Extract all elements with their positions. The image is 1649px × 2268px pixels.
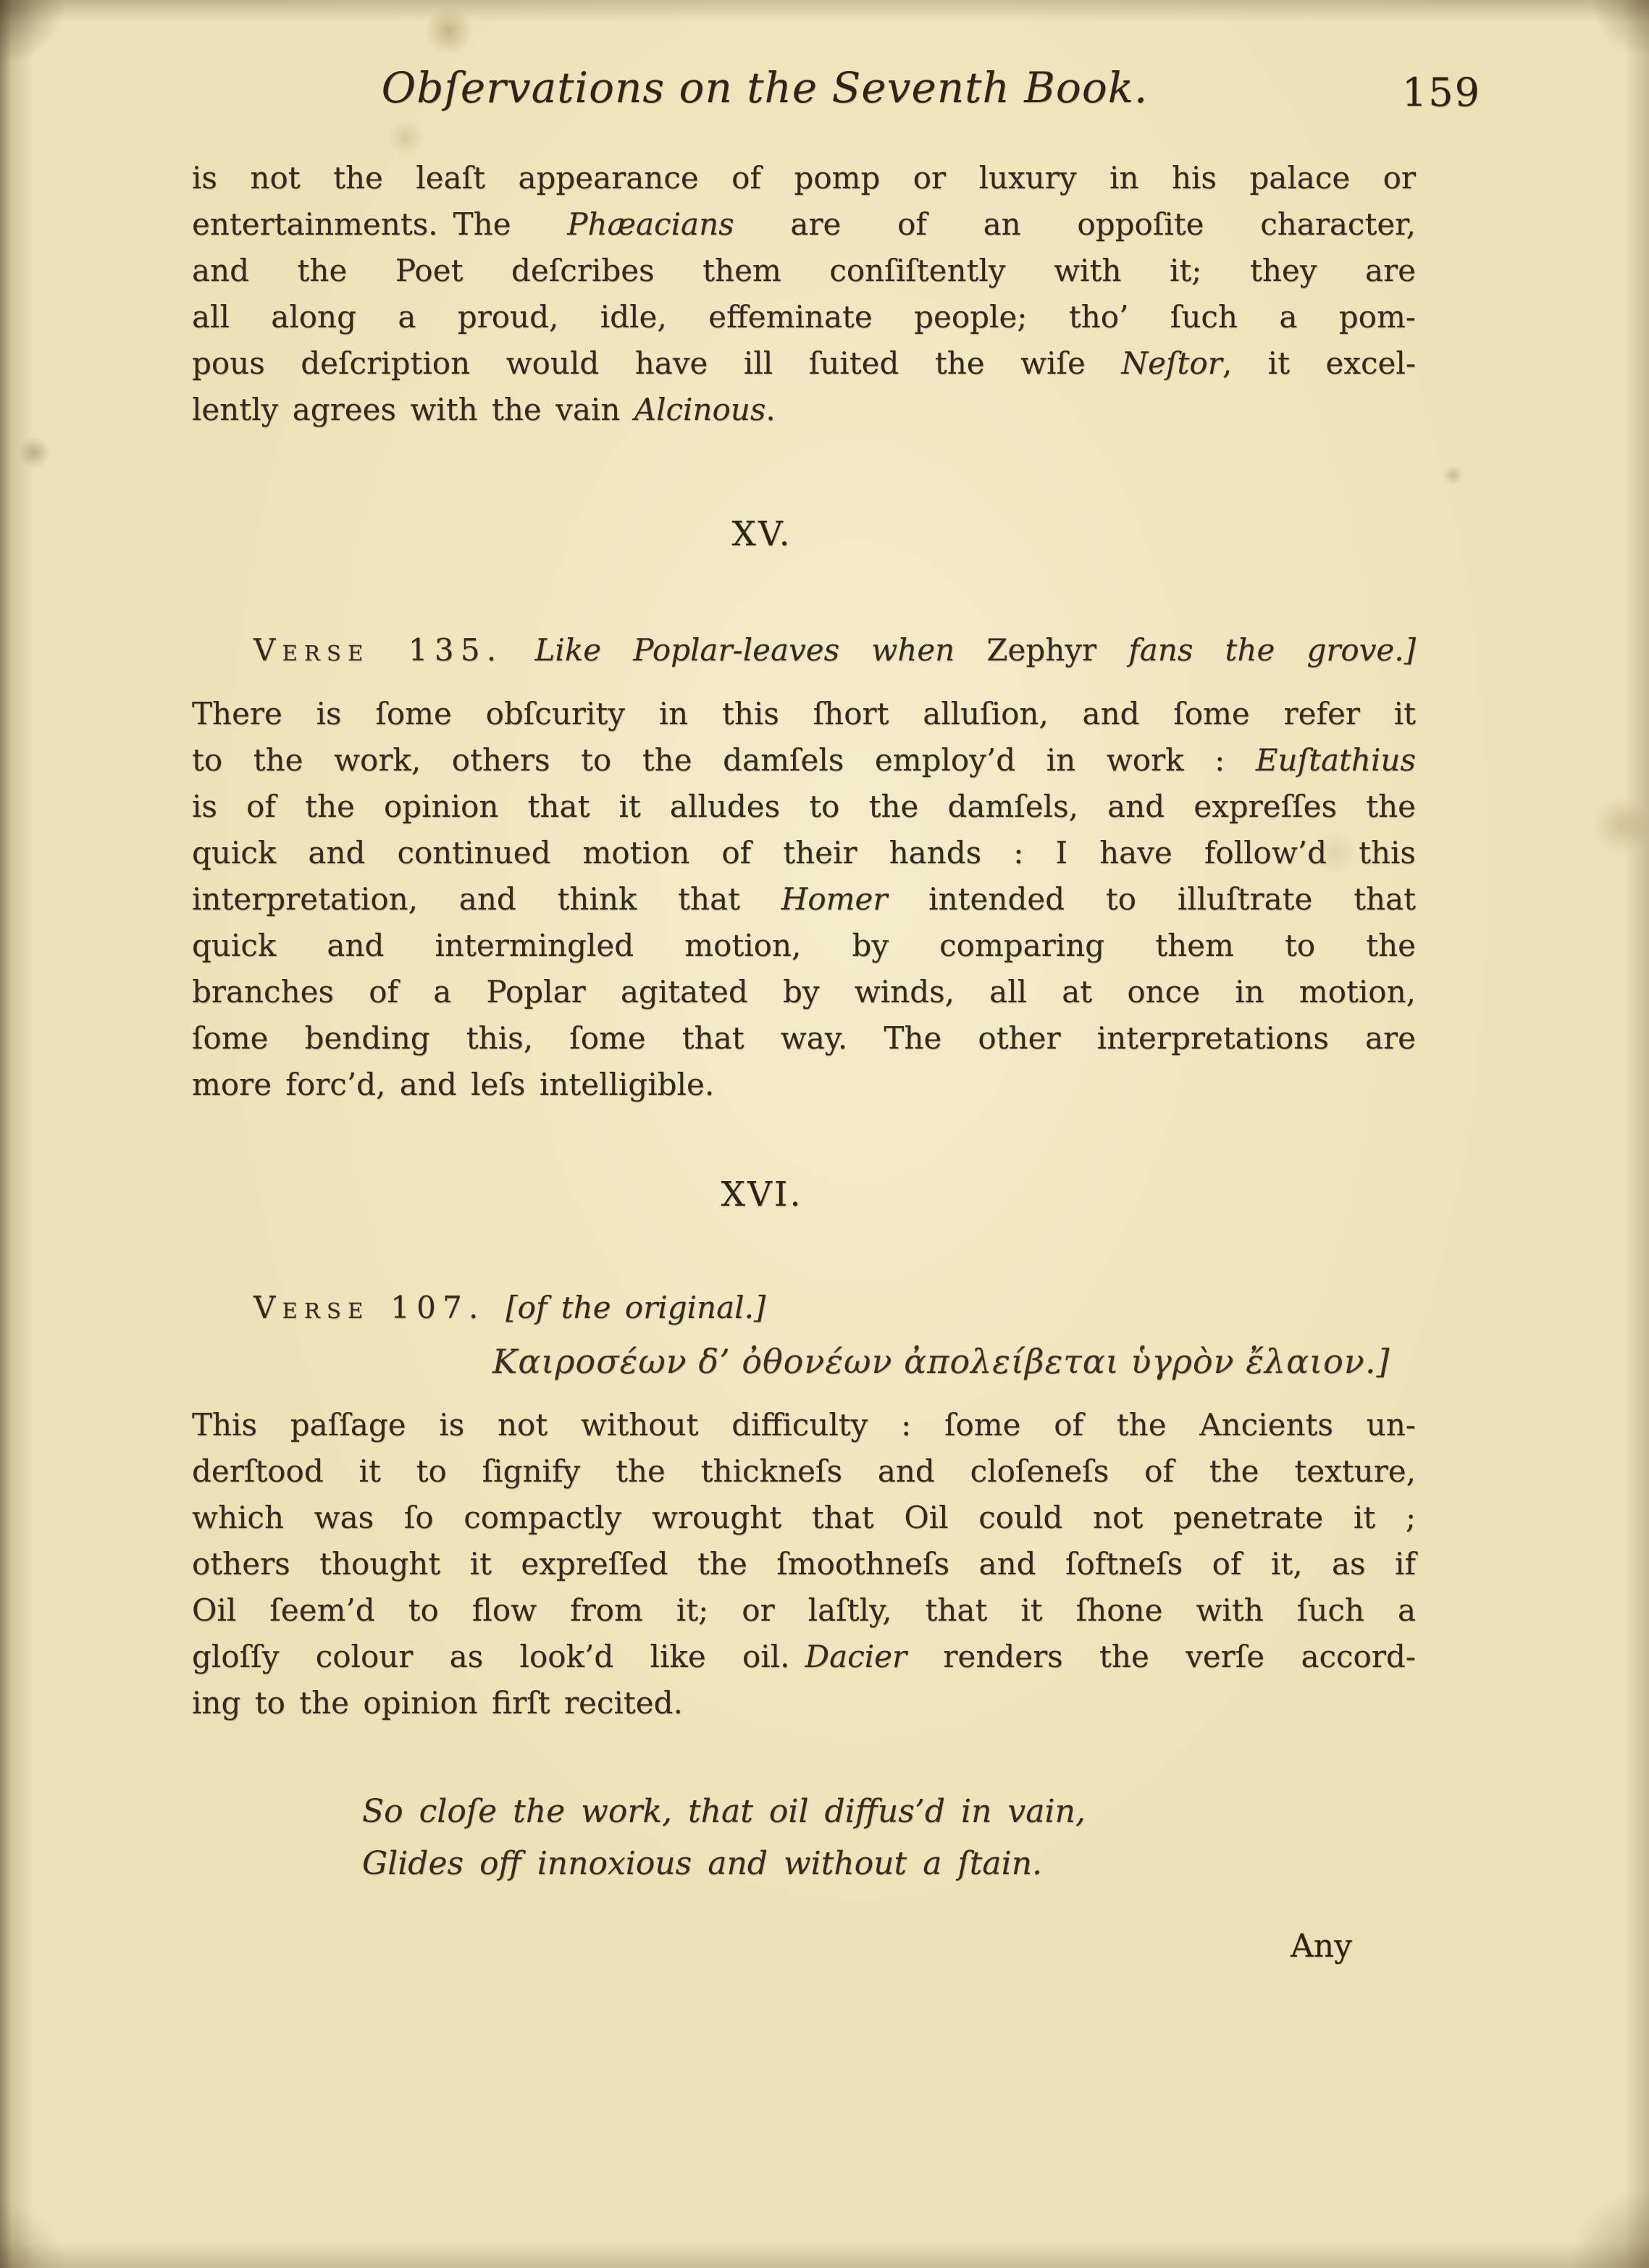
text-line [192, 784, 1416, 830]
text-segment: is of the opinion that it alludes to the damſels, and expreſſes the [192, 789, 1416, 824]
verse-reference-135 [192, 627, 1416, 673]
text-line [192, 691, 1416, 737]
text-segment: derſtood it to ſignify the thickneſs and cloſeneſs of the texture, [192, 1453, 1416, 1489]
page-number: 159 [1401, 70, 1481, 115]
text-line [192, 969, 1416, 1015]
text-line [192, 1587, 1416, 1634]
text-segment: pous deſcription would have ill ſuited the wiſe [192, 345, 1122, 381]
italic-text: Alcinous [634, 392, 766, 427]
text-segment: . [765, 392, 776, 427]
text-line [192, 1680, 1416, 1726]
text-line [192, 923, 1416, 969]
text-segment: quick and continued motion of their hands : I have follow’d this [192, 835, 1416, 870]
text-segment: more forc’d, and leſs intelligible. [192, 1067, 715, 1102]
verse-label: Verse 135. [253, 632, 503, 668]
catchword: Any [1291, 1928, 1352, 1965]
text-line [192, 1541, 1416, 1587]
greek-quotation: Καιροσέων δ’ ὀθονέων ἀπολείβεται ὑγρὸν ἔλαιον.] [492, 1342, 1390, 1381]
text-line [192, 1062, 1416, 1108]
text-segment: lently agrees with the vain [192, 392, 634, 427]
italic-text: Euſtathius [1255, 742, 1416, 778]
text-segment: intended to illuſtrate that [887, 881, 1416, 917]
text-line [192, 737, 1416, 784]
text-line [192, 155, 1416, 201]
text-segment: renders the verſe accord- [907, 1639, 1416, 1674]
text-line [192, 387, 1416, 433]
text-segment: is not the leaſt appearance of pomp or luxury in his palace or [192, 160, 1416, 196]
quote-line: Glides off innoxious and without a ſtain. [362, 1845, 1043, 1882]
italic-text: Like Poplar-leaves when [503, 632, 987, 668]
italic-text: fans the grove.] [1096, 632, 1417, 668]
text-segment: others thought it expreſſed the ſmoothneſs and ſoftneſs of it, as if [192, 1546, 1416, 1582]
text-segment: ſome bending this, ſome that way. The other interpretations are [192, 1020, 1416, 1056]
text-segment: are of an oppoſite character, [734, 206, 1416, 242]
text-segment: Zephyr [986, 632, 1097, 668]
text-line [192, 294, 1416, 340]
text-line [192, 1448, 1416, 1495]
text-segment: interpretation, and think that [192, 881, 781, 917]
text-segment: which was ſo compactly wrought that Oil could not penetrate it ; [192, 1500, 1416, 1535]
italic-text: Dacier [805, 1639, 907, 1674]
text-line [192, 201, 1416, 248]
italic-text: Phæacians [567, 206, 734, 242]
text-line [192, 830, 1416, 876]
text-line [192, 1402, 1416, 1448]
text-segment: There is ſome obſcurity in this ſhort alluſion, and ſome refer it [192, 696, 1416, 731]
text-segment: gloſſy colour as look’d like oil. [192, 1639, 805, 1674]
text-segment: quick and intermingled motion, by comparing them to the [192, 928, 1416, 963]
text-segment: branches of a Poplar agitated by winds, all at once in motion, [192, 974, 1416, 1009]
text-line [192, 1634, 1416, 1680]
text-segment: and the Poet deſcribes them conſiſtently with it; they are [192, 253, 1416, 288]
section-heading-xv: XV. [731, 514, 792, 554]
text-line [192, 248, 1416, 294]
section-heading-xvi: XVI. [721, 1175, 803, 1214]
text-segment: This paſſage is not without difficulty : ſome of the Ancients un- [192, 1407, 1416, 1442]
text-line [192, 1015, 1416, 1062]
running-head [192, 0, 1481, 115]
verse-label: Verse 107. [253, 1290, 506, 1325]
text-segment: Oil ſeem’d to flow from it; or laſtly, that it ſhone with ſuch a [192, 1592, 1416, 1628]
intro-paragraph [192, 155, 1416, 433]
verse-quotation [192, 1786, 1416, 1890]
italic-text: Homer [781, 881, 888, 917]
text-segment: entertainments. The [192, 206, 568, 242]
text-segment: , it excel- [1222, 345, 1417, 381]
quote-line: So cloſe the work, that oil diffus’d in vain, [362, 1793, 1086, 1830]
text-line [192, 340, 1416, 387]
text-segment: ing to the opinion firſt recited. [192, 1685, 683, 1721]
italic-text: [of the original.] [505, 1290, 766, 1325]
verse-reference-107 [192, 1285, 1416, 1331]
italic-text: Neſtor [1121, 345, 1222, 381]
section-xv-paragraph [192, 691, 1416, 1108]
text-segment: all along a proud, idle, effeminate people; tho’ ſuch a pom- [192, 299, 1416, 335]
text-line [192, 1495, 1416, 1541]
text-line [192, 876, 1416, 923]
running-title: Obſervations on the Seventh Book. [381, 63, 1149, 112]
section-xvi-paragraph [192, 1402, 1416, 1726]
text-segment: to the work, others to the damſels employ’d in work : [192, 742, 1256, 778]
